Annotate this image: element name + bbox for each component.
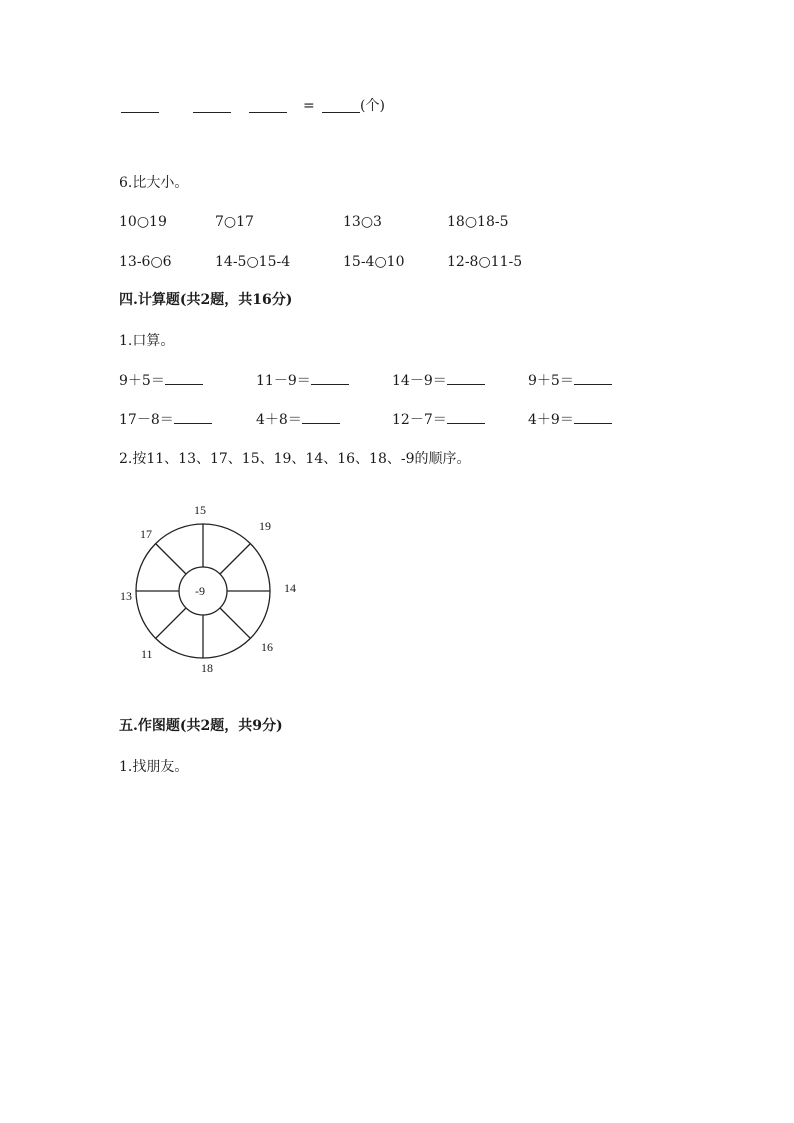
wheel-number: 14 <box>284 581 296 595</box>
q4-2-title: 2.按11、13、17、15、19、14、16、18、-9的顺序。 <box>119 451 471 467</box>
section-5-title: 五.作图题(共2题，共9分) <box>119 718 283 734</box>
answer-blank[interactable] <box>165 372 203 385</box>
blank-3[interactable] <box>249 100 287 113</box>
arith-item: 9＋5＝ <box>528 372 612 389</box>
wheel-number: 19 <box>259 519 271 533</box>
compare-item: 15-4○10 <box>343 254 405 270</box>
compare-item: 12-8○11-5 <box>447 254 523 270</box>
answer-blank[interactable] <box>174 411 212 424</box>
arith-item: 4＋9＝ <box>528 411 612 428</box>
answer-blank[interactable] <box>311 372 349 385</box>
answer-blank[interactable] <box>447 372 485 385</box>
arith-item: 17－8＝ <box>119 411 212 428</box>
wheel-number: 17 <box>140 527 152 541</box>
blank-4[interactable] <box>322 100 360 113</box>
arith-item: 11－9＝ <box>256 372 349 389</box>
arith-item: 9＋5＝ <box>119 372 203 389</box>
section-4-title: 四.计算题(共2题，共16分) <box>119 292 293 308</box>
answer-blank[interactable] <box>302 411 340 424</box>
equals-sign: = <box>303 98 315 114</box>
arith-item: 14－9＝ <box>392 372 485 389</box>
wheel-number: 18 <box>201 661 213 675</box>
wheel-number: 11 <box>141 647 153 661</box>
q4-1-title: 1.口算。 <box>119 333 175 349</box>
answer-blank[interactable] <box>574 372 612 385</box>
blank-2[interactable] <box>193 100 231 113</box>
arith-item: 4＋8＝ <box>256 411 340 428</box>
number-wheel-diagram <box>119 500 299 678</box>
q6-title: 6.比大小。 <box>119 175 189 191</box>
wheel-number: 15 <box>194 503 206 517</box>
compare-item: 7○17 <box>215 214 254 230</box>
arith-item: 12－7＝ <box>392 411 485 428</box>
wheel-number: 13 <box>120 589 132 603</box>
wheel-number: 16 <box>261 640 273 654</box>
unit-label: (个) <box>360 98 385 114</box>
compare-item: 18○18-5 <box>447 214 509 230</box>
blank-1[interactable] <box>121 100 159 113</box>
compare-item: 13○3 <box>343 214 382 230</box>
q5-1-title: 1.找朋友。 <box>119 759 189 775</box>
answer-blank[interactable] <box>574 411 612 424</box>
compare-item: 10○19 <box>119 214 167 230</box>
compare-item: 14-5○15-4 <box>215 254 291 270</box>
wheel-center-label: -9 <box>195 584 205 598</box>
answer-blank[interactable] <box>447 411 485 424</box>
compare-item: 13-6○6 <box>119 254 172 270</box>
